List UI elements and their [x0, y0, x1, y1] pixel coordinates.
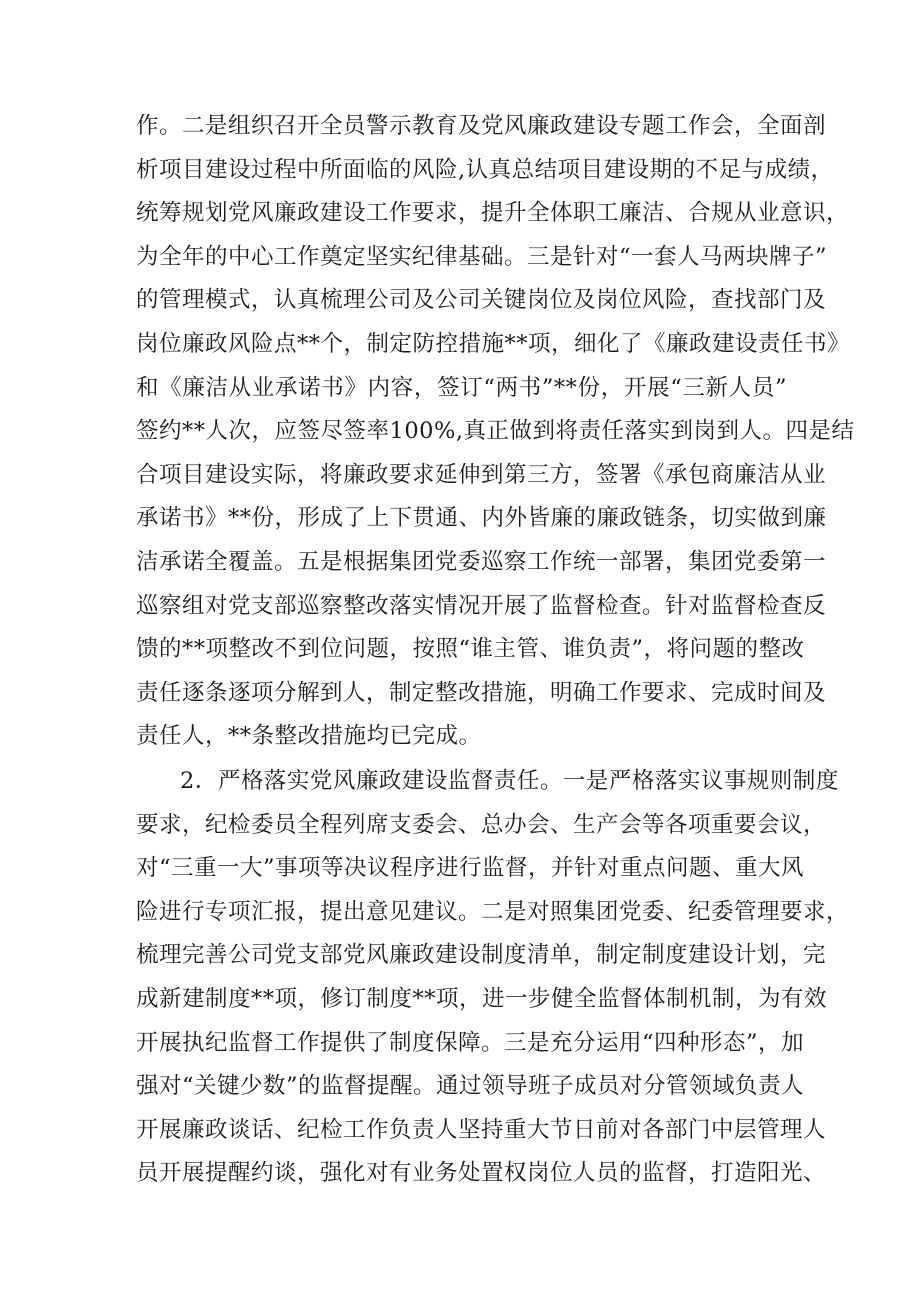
paragraph-line: 承诺书》**份，形成了上下贯通、内外皆廉的廉政链条，切实做到廉 — [136, 505, 827, 532]
paragraph-line: 洁承诺全覆盖。五是根据集团党委巡察工作统一部署，集团党委第一 — [136, 548, 827, 575]
paragraph-line: 析项目建设过程中所面临的风险,认真总结项目建设期的不足与成绩， — [136, 156, 834, 183]
paragraph-line: 责任逐条逐项分解到人，制定整改措施，明确工作要求、完成时间及 — [136, 679, 827, 706]
paragraph-line: 要求，纪检委员全程列席支委会、总办会、生产会等各项重要会议， — [136, 811, 827, 838]
paragraph-line: 对“三重一大”事项等决议程序进行监督，并针对重点问题、重大风 — [136, 855, 805, 882]
paragraph-line: 开展执纪监督工作提供了制度保障。三是充分运用“四种形态”，加 — [136, 1029, 805, 1056]
paragraph-line: 合项目建设实际，将廉政要求延伸到第三方，签署《承包商廉洁从业 — [136, 461, 827, 488]
paragraph-line: 签约**人次，应签尽签率100%,真正做到将责任落实到岗到人。四是结 — [136, 418, 855, 445]
paragraph-line: 巡察组对党支部巡察整改落实情况开展了监督检查。针对监督检查反 — [136, 592, 827, 619]
paragraph-2 — [136, 760, 850, 1196]
paragraph-line: 2．严格落实党风廉政建设监督责任。一是严格落实议事规则制度 — [180, 768, 839, 794]
paragraph-line: 为全年的中心工作奠定坚实纪律基础。三是针对“一套人马两块牌子” — [136, 243, 828, 270]
paragraph-line: 岗位廉政风险点**个，制定防控措施**项，细化了《廉政建设责任书》 — [136, 330, 851, 357]
paragraph-line: 馈的**项整改不到位问题，按照“谁主管、谁负责”，将问题的整改 — [136, 636, 805, 663]
paragraph-line: 统筹规划党风廉政建设工作要求，提升全体职工廉洁、合规从业意识， — [136, 200, 850, 227]
paragraph-line: 和《廉洁从业承诺书》内容，签订“两书”**份，开展“三新人员” — [136, 374, 787, 401]
paragraph-1 — [136, 105, 855, 759]
paragraph-line: 员开展提醒约谈，强化对有业务处置权岗位人员的监督，打造阳光、 — [136, 1160, 827, 1187]
paragraph-line: 险进行专项汇报，提出意见建议。二是对照集团党委、纪委管理要求， — [136, 898, 850, 925]
paragraph-line: 强对“关键少数”的监督提醒。通过领导班子成员对分管领域负责人 — [136, 1073, 805, 1100]
paragraph-line: 开展廉政谈话、纪检工作负责人坚持重大节日前对各部门中层管理人 — [136, 1116, 827, 1143]
paragraph-line: 成新建制度**项，修订制度**项，进一步健全监督体制机制，为有效 — [136, 985, 828, 1012]
paragraph-line: 梳理完善公司党支部党风廉政建设制度清单，制定制度建设计划，完 — [136, 942, 827, 969]
paragraph-line: 责任人，**条整改措施均已完成。 — [136, 723, 482, 750]
paragraph-line: 的管理模式，认真梳理公司及公司关键岗位及岗位风险，查找部门及 — [136, 287, 827, 314]
paragraph-line: 作。二是组织召开全员警示教育及党风廉政建设专题工作会，全面剖 — [136, 113, 827, 139]
